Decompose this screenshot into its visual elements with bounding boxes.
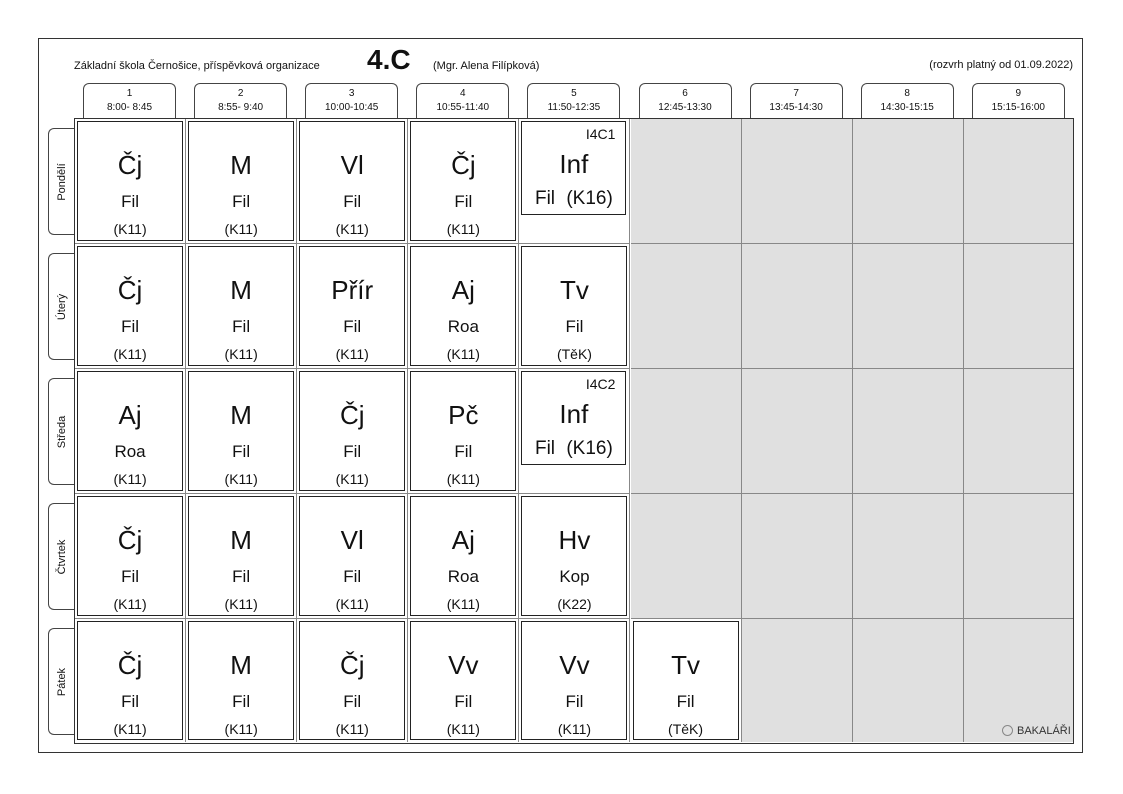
lesson-subject: Čj	[339, 400, 365, 430]
lesson-cell	[519, 369, 630, 494]
empty-cell	[631, 244, 742, 369]
lesson-subject: Aj	[451, 525, 475, 555]
lesson-box	[188, 371, 294, 491]
period-number: 7	[793, 88, 799, 99]
day-2	[48, 253, 74, 360]
lesson-teacher: Fil	[565, 692, 584, 711]
lesson-room: (K11)	[446, 721, 480, 737]
lesson-cell	[297, 494, 408, 619]
lesson-room: (K11)	[446, 596, 480, 612]
lesson-cell	[186, 494, 297, 619]
lesson-box	[410, 371, 516, 491]
lesson-box	[77, 621, 183, 740]
period-time: 11:50-12:35	[547, 102, 601, 113]
lesson-teacher: Fil	[454, 192, 473, 211]
empty-cell	[964, 369, 1073, 494]
lesson-room: (K11)	[335, 596, 369, 612]
lesson-teacher: Fil	[534, 188, 556, 209]
lesson-box	[188, 496, 294, 616]
lesson-teacher: Fil	[121, 317, 140, 336]
period-number: 3	[348, 88, 355, 99]
period-time: 8:00- 8:45	[106, 102, 153, 113]
group-lesson-box	[521, 121, 626, 215]
lesson-cell	[75, 119, 186, 244]
empty-cell	[853, 119, 964, 244]
period-1	[83, 83, 176, 118]
lesson-room: (K11)	[446, 471, 480, 487]
period-number: 6	[682, 88, 688, 99]
lesson-subject: Aj	[118, 400, 142, 430]
lesson-cell	[75, 494, 186, 619]
lesson-box	[299, 621, 405, 740]
lesson-teacher: Fil	[232, 442, 251, 461]
lesson-box	[77, 246, 183, 366]
lesson-box	[521, 621, 627, 740]
lesson-room: (K11)	[224, 221, 258, 237]
lesson-room: (K16)	[566, 188, 613, 209]
lesson-subject: Inf	[559, 399, 589, 429]
lesson-room: (K11)	[224, 596, 258, 612]
lesson-cell	[519, 119, 630, 244]
period-number: 8	[904, 88, 910, 99]
validity-note: (rozvrh platný od 01.09.2022)	[929, 59, 1073, 71]
class-name: 4.C	[367, 44, 411, 75]
empty-cell	[853, 494, 964, 619]
day-3	[48, 378, 74, 485]
lesson-subject: M	[230, 400, 252, 430]
lesson-room: (K11)	[557, 721, 592, 737]
day-5	[48, 628, 74, 735]
lesson-cell	[75, 369, 186, 494]
lesson-cell	[186, 119, 297, 244]
empty-cell	[742, 619, 853, 742]
lesson-room: (K11)	[113, 471, 147, 487]
lesson-subject: Čj	[339, 650, 365, 680]
lesson-cell	[297, 619, 408, 742]
period-number: 9	[1015, 88, 1022, 99]
lesson-box	[521, 496, 627, 616]
lesson-subject: Čj	[451, 150, 476, 180]
lesson-cell	[408, 119, 519, 244]
empty-cell	[964, 244, 1073, 369]
group-lesson-box	[521, 371, 626, 465]
class-teacher: (Mgr. Alena Filípková)	[433, 60, 540, 72]
lesson-teacher: Fil	[676, 692, 695, 711]
lesson-subject: Čj	[117, 650, 143, 680]
lesson-subject: M	[230, 275, 252, 305]
day-4	[48, 503, 74, 610]
empty-cell	[742, 119, 853, 244]
lesson-teacher: Fil	[343, 317, 362, 336]
day-label: Úterý	[55, 293, 68, 320]
lesson-box	[633, 621, 739, 740]
lesson-cell	[297, 119, 408, 244]
lesson-subject: Vv	[448, 650, 479, 680]
empty-cell	[853, 244, 964, 369]
period-time: 12:45-13:30	[658, 102, 712, 113]
lesson-room: (K11)	[224, 721, 258, 737]
lesson-teacher-room	[522, 188, 625, 210]
period-time: 13:45-14:30	[769, 102, 823, 113]
lesson-box	[77, 121, 183, 241]
empty-cell	[964, 119, 1073, 244]
lesson-teacher: Fil	[121, 192, 140, 211]
lesson-room: (K11)	[335, 221, 369, 237]
lesson-room: (K11)	[224, 471, 258, 487]
period-8	[861, 83, 954, 118]
lesson-box	[77, 371, 183, 491]
lesson-teacher: Fil	[565, 317, 584, 336]
lesson-room: (K11)	[113, 346, 147, 362]
lesson-teacher: Fil	[232, 192, 251, 211]
lesson-subject: Tv	[559, 275, 589, 305]
lesson-room: (K11)	[113, 721, 147, 737]
lesson-cell	[519, 619, 630, 742]
lesson-teacher: Roa	[447, 317, 479, 336]
period-number: 2	[237, 88, 244, 99]
lesson-subject: M	[230, 150, 252, 180]
period-time: 14:30-15:15	[880, 102, 934, 113]
lesson-room: (TěK)	[668, 721, 704, 737]
lesson-subject: Čj	[117, 275, 143, 305]
lesson-cell	[408, 369, 519, 494]
lesson-teacher: Fil	[232, 567, 251, 586]
lesson-subject: Aj	[451, 275, 475, 305]
period-5	[527, 83, 620, 118]
school-name: Základní škola Černošice, příspěvková organizace	[74, 60, 320, 72]
lesson-box	[410, 496, 516, 616]
timetable-grid	[74, 118, 1074, 744]
bakalari-logo	[1002, 725, 1071, 737]
lesson-cell	[408, 494, 519, 619]
lesson-cell	[408, 244, 519, 369]
period-number: 4	[460, 88, 466, 99]
period-6	[639, 83, 732, 118]
period-number: 1	[126, 88, 133, 99]
lesson-room: (K11)	[446, 346, 480, 362]
empty-cell	[631, 494, 742, 619]
period-time: 10:55-11:40	[436, 102, 490, 113]
empty-cell	[964, 619, 1073, 742]
day-label: Čtvrtek	[55, 539, 68, 574]
lesson-subject: Čj	[117, 150, 143, 180]
lesson-subject: Přír	[331, 275, 374, 305]
logo-text: BAKALÁŘI	[1017, 725, 1071, 737]
lesson-teacher: Fil	[343, 442, 362, 461]
lesson-room: (TěK)	[556, 346, 592, 362]
lesson-subject: M	[230, 650, 252, 680]
lesson-box	[521, 246, 627, 366]
day-label: Pátek	[55, 667, 68, 696]
lesson-box	[299, 496, 405, 616]
empty-cell	[742, 244, 853, 369]
lesson-cell	[186, 244, 297, 369]
lesson-teacher: Fil	[343, 692, 362, 711]
empty-cell	[631, 369, 742, 494]
lesson-cell	[75, 244, 186, 369]
lesson-group: I4C1	[585, 126, 616, 142]
lesson-subject: Vl	[340, 150, 364, 180]
period-time: 8:55- 9:40	[218, 102, 264, 113]
lesson-box	[188, 121, 294, 241]
period-7	[750, 83, 843, 118]
lesson-cell	[519, 494, 630, 619]
lesson-cell	[297, 369, 408, 494]
lesson-teacher: Fil	[232, 317, 251, 336]
lesson-box	[299, 121, 405, 241]
lesson-teacher: Fil	[121, 692, 140, 711]
lesson-cell	[75, 619, 186, 742]
period-3	[305, 83, 398, 118]
period-4	[416, 83, 509, 118]
lesson-teacher: Fil	[534, 438, 556, 459]
lesson-teacher: Roa	[114, 442, 146, 461]
lesson-room: (K16)	[566, 438, 613, 459]
day-label: Pondělí	[55, 162, 68, 201]
lesson-cell	[631, 619, 742, 742]
lesson-subject: Tv	[671, 650, 700, 680]
lesson-cell	[408, 619, 519, 742]
lesson-box	[188, 246, 294, 366]
period-2	[194, 83, 287, 118]
day-label: Středa	[55, 415, 68, 448]
lesson-teacher: Fil	[343, 567, 362, 586]
lesson-teacher-room	[522, 438, 625, 460]
lesson-teacher: Fil	[232, 692, 251, 711]
empty-cell	[853, 619, 964, 742]
empty-cell	[853, 369, 964, 494]
lesson-group: I4C2	[585, 376, 616, 392]
lesson-subject: Čj	[117, 525, 143, 555]
empty-cell	[964, 494, 1073, 619]
empty-cell	[742, 369, 853, 494]
lesson-box	[77, 496, 183, 616]
lesson-box	[188, 621, 294, 740]
lesson-box	[299, 246, 405, 366]
lesson-room: (K11)	[446, 221, 480, 237]
lesson-box	[410, 621, 516, 740]
lesson-room: (K11)	[224, 346, 258, 362]
lesson-teacher: Roa	[447, 567, 479, 586]
empty-cell	[631, 119, 742, 244]
lesson-subject: Vl	[340, 525, 364, 555]
lesson-cell	[297, 244, 408, 369]
period-9	[972, 83, 1065, 118]
lesson-subject: Vv	[559, 650, 590, 680]
period-time: 15:15-16:00	[991, 102, 1045, 113]
lesson-subject: Inf	[559, 149, 589, 179]
lesson-box	[299, 371, 405, 491]
gear-logo-icon	[1002, 725, 1013, 736]
empty-cell	[742, 494, 853, 619]
lesson-teacher: Fil	[454, 442, 473, 461]
lesson-teacher: Fil	[121, 567, 140, 586]
lesson-room: (K11)	[113, 221, 147, 237]
lesson-cell	[519, 244, 630, 369]
period-number: 5	[571, 88, 577, 99]
lesson-cell	[186, 619, 297, 742]
lesson-teacher: Fil	[454, 692, 473, 711]
lesson-subject: M	[230, 525, 252, 555]
lesson-box	[410, 121, 516, 241]
lesson-subject: Pč	[448, 400, 479, 430]
period-time: 10:00-10:45	[324, 102, 379, 113]
lesson-teacher: Fil	[343, 192, 362, 211]
lesson-room: (K11)	[113, 596, 147, 612]
lesson-teacher: Kop	[559, 567, 590, 586]
day-1	[48, 128, 74, 235]
lesson-cell	[186, 369, 297, 494]
lesson-room: (K11)	[335, 346, 369, 362]
lesson-box	[410, 246, 516, 366]
lesson-room: (K11)	[335, 721, 369, 737]
lesson-subject: Hv	[558, 525, 591, 555]
lesson-room: (K22)	[557, 596, 592, 612]
lesson-room: (K11)	[335, 471, 369, 487]
